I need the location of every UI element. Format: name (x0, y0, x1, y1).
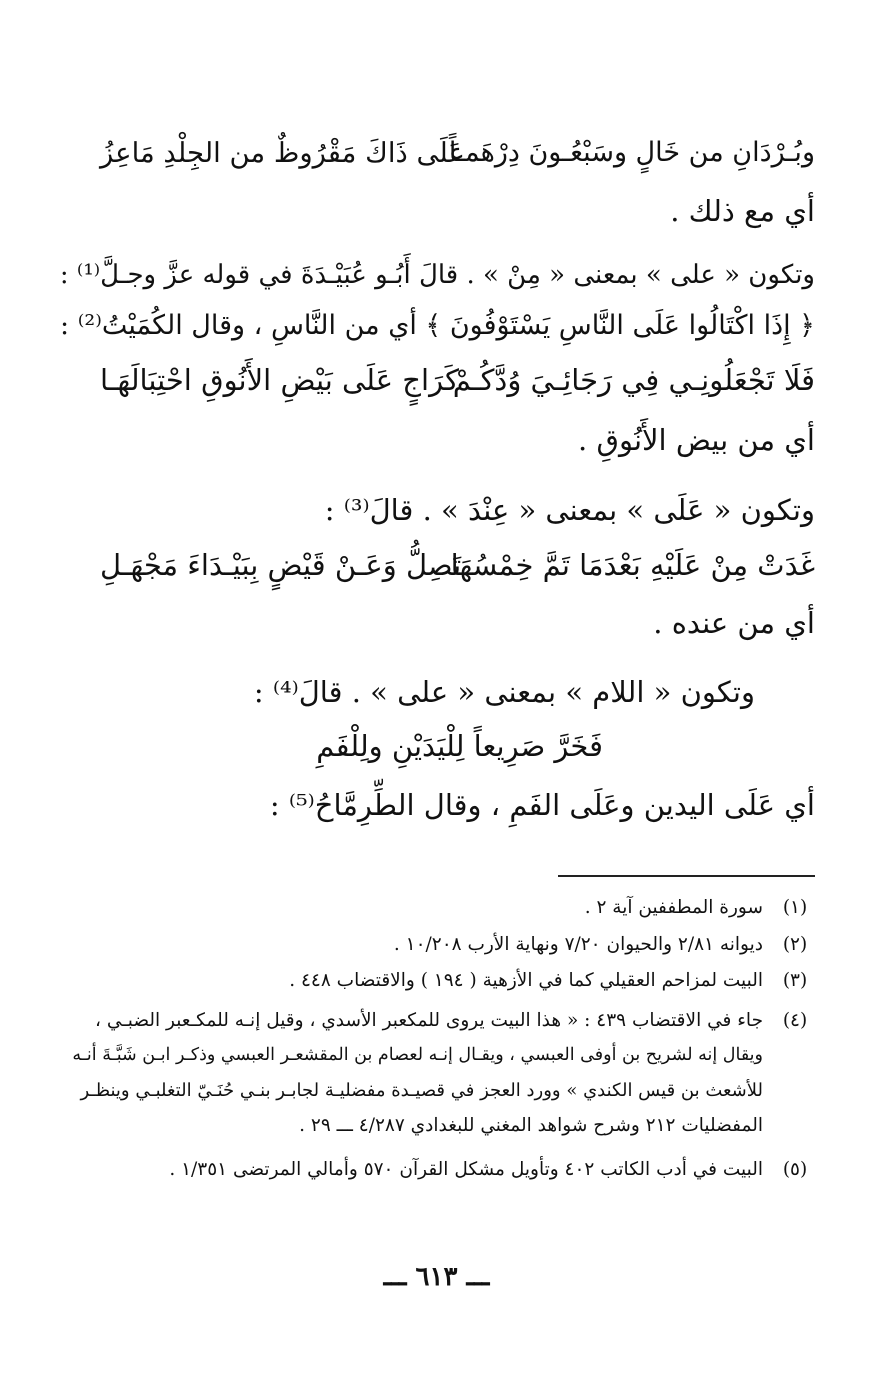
explanation-line: أي عَلَى اليدين وعَلَى الفَمِ ، وقال الطِّرِمَّاحُ⁽⁵⁾ : (269, 788, 815, 822)
footnote-number: (٣) (782, 970, 808, 991)
footnote-text: البيت لمزاحم العقيلي كما في الأزهية ( ١٩٤ ) والاقتضاب ٤٤٨ . (289, 970, 763, 991)
page-number: ـــ ٦١٣ ـــ (383, 1262, 490, 1292)
explanation-line: أي من عنده . (653, 606, 815, 640)
paragraph-line: وتكون « عَلَى » بمعنى « عِنْدَ » . قالَ⁽³⁾ : (324, 493, 815, 527)
paragraph-line: ﴿ إِذَا اكْتَالُوا عَلَى النَّاسِ يَسْتَوْفُونَ ﴾ أي من النَّاسِ ، وقال الكُمَيْتُ⁽²⁾ : (60, 310, 815, 341)
footnote-divider (558, 875, 815, 877)
footnote-text: للأشعث بن قيس الكندي » وورد العجز في قصيـدة مفضليـة لجابـر بنـي حُنَـيّ التغلبـي وينظـر (80, 1080, 763, 1101)
footnote (63, 964, 815, 997)
footnote-number: (٥) (782, 1159, 808, 1180)
verse-2-second-hemistich: كَرَاجٍ عَلَى بَيْضِ الأَنُوقِ احْتِبَالَهَـا (100, 363, 459, 397)
verse-1-first-hemistich: وبُـرْدَانِ من خَالٍ وسَبْعُـونَ دِرْهَمـاً (448, 137, 815, 168)
footnote (63, 891, 815, 924)
footnote-text: ديوانه ٢/٨١ والحيوان ٧/٢٠ ونهاية الأرب ١٠/٢٠٨ . (393, 934, 763, 955)
verse-3-first-hemistich: غَدَتْ مِنْ عَلَيْهِ بَعْدَمَا تَمَّ خِمْسُهَا (450, 548, 815, 582)
footnote-text: جاء في الاقتضاب ٤٣٩ : « هذا البيت يروى للمكعبر الأسدي ، وقيل إنـه للمكـعبر الضبـي ، (95, 1010, 763, 1031)
footnote-text: البيت في أدب الكاتب ٤٠٢ وتأويل مشكل القرآن ٥٧٠ وأمالي المرتضى ١/٣٥١ . (169, 1159, 763, 1180)
footnote-number: (٤) (782, 1010, 808, 1031)
footnote (63, 1153, 815, 1186)
footnote-text: المفضليات ٢١٢ وشرح شواهد المغني للبغدادي ٤/٢٨٧ ـــ ٢٩ . (299, 1115, 763, 1136)
paragraph-line: وتكون « على » بمعنى « مِنْ » . قالَ أَبُـو عُبَيْـدَةَ في قوله عزَّ وجـلَّ⁽¹⁾ : (59, 260, 815, 290)
footnote-text: سورة المطففين آية ٢ . (584, 897, 763, 918)
explanation-line: أي مع ذلك . (670, 194, 815, 228)
footnote-number: (٢) (782, 934, 808, 955)
footnote-text: ويقال إنه لشريح بن أوفى العبسي ، ويقـال إنـه لعصام بن المقشعـر العبسي وذكـر ابـن شَبَّـةَ أنـه (72, 1045, 763, 1065)
footnote (63, 1004, 815, 1144)
paragraph-line: وتكون « اللام » بمعنى « على » . قالَ⁽⁴⁾ : (253, 675, 755, 709)
verse-2-first-hemistich: فَلَا تَجْعَلُونِـي فِي رَجَائِـيَ وُدَّكُـمْ (452, 363, 815, 397)
verse-3-second-hemistich: تَصِلُّ وَعَـنْ قَيْضٍ بِبَيْـدَاءَ مَجْهَـلِ (100, 548, 462, 582)
verse-1-second-hemistich: عَلَى ذَاكَ مَقْرُوظٌ من الجِلْدِ مَاعِزُ (100, 137, 465, 169)
explanation-line: أي من بيض الأَنُوقِ . (578, 423, 815, 457)
footnote (63, 928, 815, 961)
footnote-number: (١) (782, 897, 808, 918)
verse-4: فَخَرَّ صَرِيعاً لِلْيَدَيْنِ ولِلْفَمِ (316, 729, 603, 763)
